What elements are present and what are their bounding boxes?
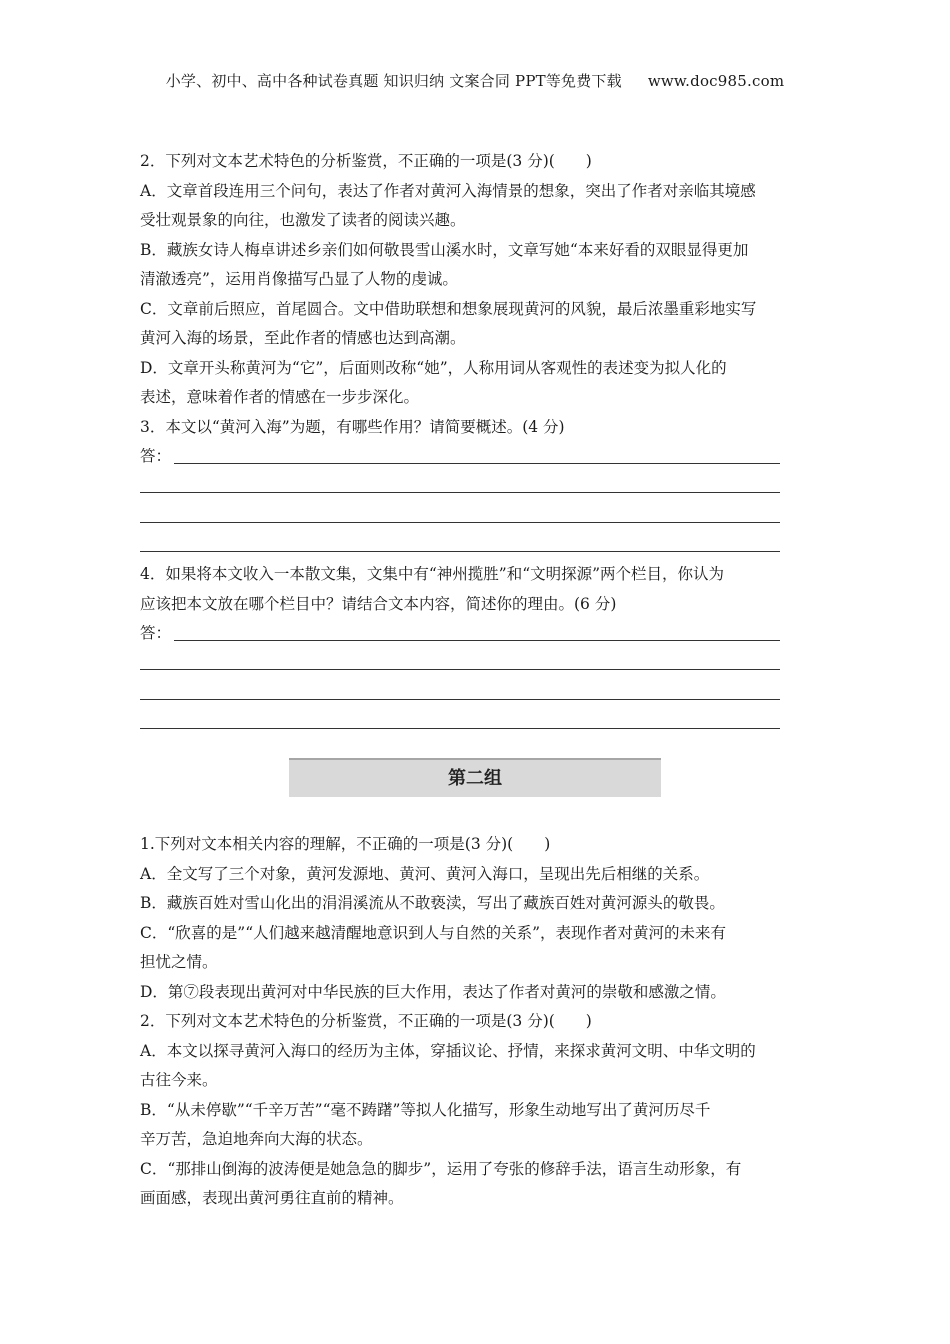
- answer-line[interactable]: [140, 708, 810, 738]
- option-a-line-2: 古往今来。: [140, 1071, 218, 1089]
- answer-rule: [174, 463, 780, 464]
- answer-line[interactable]: [140, 472, 810, 502]
- option-d-line-2: 表述，意味着作者的情感在一步步深化。: [140, 388, 420, 406]
- option-d: D．第⑦段表现出黄河对中华民族的巨大作用，表达了作者对黄河的崇敬和感激之情。: [140, 982, 726, 1001]
- answer-rule: [174, 640, 780, 641]
- question-1-stem: 1.下列对文本相关内容的理解，不正确的一项是(3 分)( ): [140, 835, 551, 853]
- option-c-line-2: 黄河入海的场景，至此作者的情感也达到高潮。: [140, 329, 466, 347]
- option-b-line-2: 清澈透亮”，运用肖像描写凸显了人物的虔诚。: [140, 270, 458, 288]
- answer-rule: [140, 699, 780, 700]
- option-b: B．藏族百姓对雪山化出的涓涓溪流从不敢亵渎，写出了藏族百姓对黄河源头的敬畏。: [140, 894, 725, 912]
- option-c-line-1: C．“那排山倒海的波涛便是她急急的脚步”，运用了夸张的修辞手法，语言生动形象，有: [140, 1159, 742, 1178]
- question-2-stem: 2．下列对文本艺术特色的分析鉴赏，不正确的一项是(3 分)( ): [140, 1012, 592, 1030]
- answer-line[interactable]: [140, 442, 810, 472]
- question-3-stem: 3．本文以“黄河入海”为题，有哪些作用？请简要概述。(4 分): [140, 417, 565, 436]
- option-a-line-2: 受壮观景象的向往，也激发了读者的阅读兴趣。: [140, 211, 466, 229]
- group1-questions: [140, 147, 810, 737]
- section-title: 第二组: [289, 758, 661, 797]
- option-c-line-2: 画面感，表现出黄河勇往直前的精神。: [140, 1189, 404, 1207]
- option-b-line-1: B．藏族女诗人梅卓讲述乡亲们如何敬畏雪山溪水时，文章写她“本来好看的双眼显得更加: [140, 240, 749, 259]
- answer-line[interactable]: [140, 531, 810, 561]
- answer-rule: [140, 492, 780, 493]
- answer-label: 答：: [140, 624, 172, 642]
- option-d-line-1: D．文章开头称黄河为“它”，后面则改称“她”，人称用词从客观性的表述变为拟人化的: [140, 358, 727, 377]
- option-b-line-2: 辛万苦，急迫地奔向大海的状态。: [140, 1130, 373, 1148]
- option-b-line-1: B．“从未停歇”“千辛万苦”“毫不踌躇”等拟人化描写，形象生动地写出了黄河历尽千: [140, 1100, 711, 1119]
- answer-label: 答：: [140, 447, 172, 465]
- option-a: A．全文写了三个对象，黄河发源地、黄河、黄河入海口，呈现出先后相继的关系。: [140, 864, 710, 883]
- option-a-line-1: A．本文以探寻黄河入海口的经历为主体，穿插议论、抒情，来探求黄河文明、中华文明的: [140, 1041, 756, 1060]
- question-2-stem: 2．下列对文本艺术特色的分析鉴赏，不正确的一项是(3 分)( ): [140, 152, 592, 170]
- question-4-stem-line-1: 4．如果将本文收入一本散文集，文集中有“神州揽胜”和“文明探源”两个栏目，你认为: [140, 565, 725, 583]
- answer-rule: [140, 669, 780, 670]
- answer-rule: [140, 728, 780, 729]
- header-site: www.doc985.com: [647, 72, 785, 90]
- option-c-line-2: 担忧之情。: [140, 953, 218, 971]
- option-c-line-1: C．“欣喜的是”“人们越来越清醒地意识到人与自然的关系”，表现作者对黄河的未来有: [140, 923, 727, 942]
- answer-line[interactable]: [140, 649, 810, 679]
- group2-questions: [140, 830, 810, 1214]
- answer-rule: [140, 522, 780, 523]
- option-c-line-1: C．文章前后照应，首尾圆合。文中借助联想和想象展现黄河的风貌，最后浓墨重彩地实写: [140, 299, 757, 318]
- answer-line[interactable]: [140, 501, 810, 531]
- question-4-stem-line-2: 应该把本文放在哪个栏目中？请结合文本内容，简述你的理由。(6 分): [140, 594, 617, 613]
- option-a-line-1: A．文章首段连用三个问句，表达了作者对黄河入海情景的想象，突出了作者对亲临其境感: [140, 181, 756, 200]
- answer-rule: [140, 551, 780, 552]
- header-text: 小学、初中、高中各种试卷真题 知识归纳 文案合同 PPT等免费下载: [165, 72, 622, 90]
- answer-line[interactable]: [140, 678, 810, 708]
- answer-line[interactable]: [140, 619, 810, 649]
- page-header: [0, 70, 950, 91]
